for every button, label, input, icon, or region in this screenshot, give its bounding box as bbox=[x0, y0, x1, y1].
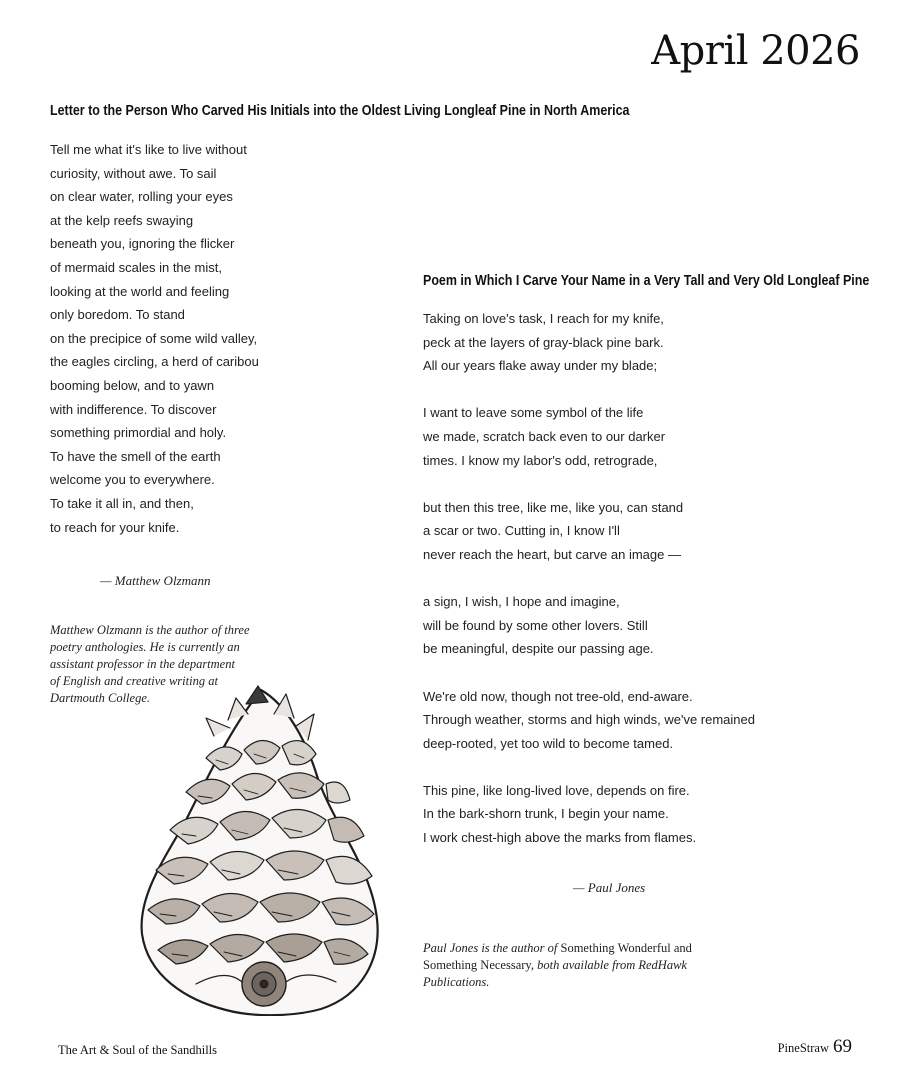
poem-line: All our years flake away under my blade; bbox=[423, 358, 658, 374]
poem-line: on clear water, rolling your eyes bbox=[50, 189, 233, 205]
poem2-title: Poem in Which I Carve Your Name in a Very Tall and Very Old Longleaf Pine bbox=[423, 273, 870, 289]
stanza-break bbox=[423, 472, 755, 496]
page-number: 69 bbox=[833, 1036, 852, 1057]
pinecone-illustration bbox=[136, 684, 386, 1016]
issue-date: April 2026 bbox=[651, 28, 860, 74]
poem-line: welcome you to everywhere. bbox=[50, 472, 215, 488]
bio-line: poetry anthologies. He is currently an bbox=[50, 640, 240, 654]
poem1-body bbox=[50, 138, 259, 539]
poem-line: a sign, I wish, I hope and imagine, bbox=[423, 594, 620, 610]
poem-line: Through weather, storms and high winds, we've remained bbox=[423, 712, 755, 728]
poem-line: but then this tree, like me, like you, can stand bbox=[423, 499, 684, 515]
poem-line: This pine, like long-lived love, depends on fire. bbox=[423, 782, 690, 798]
poem-line: we made, scratch back even to our darker bbox=[423, 428, 666, 444]
poem-line: with indifference. To discover bbox=[50, 401, 217, 417]
poem-line: Tell me what it's like to live without bbox=[50, 142, 247, 157]
poem-line: We're old now, though not tree-old, end-aware. bbox=[423, 688, 693, 704]
poem2-body bbox=[423, 307, 755, 850]
bio-text: Paul Jones is the author of bbox=[423, 941, 561, 955]
bio-line: assistant professor in the department bbox=[50, 657, 235, 671]
poem-line: of mermaid scales in the mist, bbox=[50, 259, 222, 275]
poem-line: will be found by some other lovers. Still bbox=[423, 617, 648, 633]
poem-line: In the bark-shorn trunk, I begin your name. bbox=[423, 806, 669, 822]
poem-line: curiosity, without awe. To sail bbox=[50, 165, 217, 181]
poem-line: something primordial and holy. bbox=[50, 425, 227, 441]
poem-line: I want to leave some symbol of the life bbox=[423, 405, 644, 421]
poem-line: To take it all in, and then, bbox=[50, 495, 194, 511]
poem-line: I work chest-high above the marks from flames. bbox=[423, 830, 697, 846]
footer-folio bbox=[778, 1036, 852, 1058]
stanza-break bbox=[423, 661, 755, 685]
book-title: Something Necessary, bbox=[423, 958, 534, 972]
poem-line: To have the smell of the earth bbox=[50, 448, 221, 464]
bio-line: Dartmouth College. bbox=[50, 691, 150, 705]
poem-line: only boredom. To stand bbox=[50, 307, 185, 323]
poem-line: times. I know my labor's odd, retrograde, bbox=[423, 452, 658, 468]
poem1-byline: — Matthew Olzmann bbox=[100, 573, 211, 588]
poem-line: to reach for your knife. bbox=[50, 519, 180, 535]
poem-line: on the precipice of some wild valley, bbox=[50, 330, 258, 346]
poem2-byline: — Paul Jones bbox=[573, 880, 646, 895]
poem-line: Taking on love's task, I reach for my knife, bbox=[423, 311, 664, 326]
poem-line: never reach the heart, but carve an image — bbox=[423, 546, 681, 562]
poem-line: be meaningful, despite our passing age. bbox=[423, 641, 654, 657]
bio-line bbox=[423, 957, 692, 974]
stanza-break bbox=[423, 567, 755, 591]
stanza-break bbox=[423, 378, 755, 402]
footer-tagline: The Art & Soul of the Sandhills bbox=[58, 1043, 218, 1057]
magazine-name: PineStraw bbox=[777, 1041, 829, 1055]
bio-line: of English and creative writing at bbox=[50, 674, 218, 688]
poem-line: booming below, and to yawn bbox=[50, 377, 215, 393]
poem-line: at the kelp reefs swaying bbox=[50, 212, 194, 228]
poem-line: a scar or two. Cutting in, I know I'll bbox=[423, 523, 620, 539]
book-title: Something Wonderful and bbox=[560, 941, 692, 955]
poem-line: deep-rooted, yet too wild to become tamed. bbox=[423, 735, 674, 751]
poem-line: peck at the layers of gray-black pine bark. bbox=[423, 334, 664, 350]
poem-line: looking at the world and feeling bbox=[50, 283, 230, 299]
bio-line: Publications. bbox=[423, 975, 490, 989]
poem1-title: Letter to the Person Who Carved His Initials into the Oldest Living Longleaf Pine in North America bbox=[50, 103, 630, 119]
poem-line: the eagles circling, a herd of caribou bbox=[50, 354, 259, 370]
poem2-author-bio bbox=[423, 940, 692, 991]
stanza-break bbox=[423, 755, 755, 779]
bio-text: both available from RedHawk bbox=[533, 958, 687, 972]
bio-line: Matthew Olzmann is the author of three bbox=[50, 623, 250, 637]
bio-line bbox=[423, 940, 692, 957]
poem-line: beneath you, ignoring the flicker bbox=[50, 236, 235, 252]
